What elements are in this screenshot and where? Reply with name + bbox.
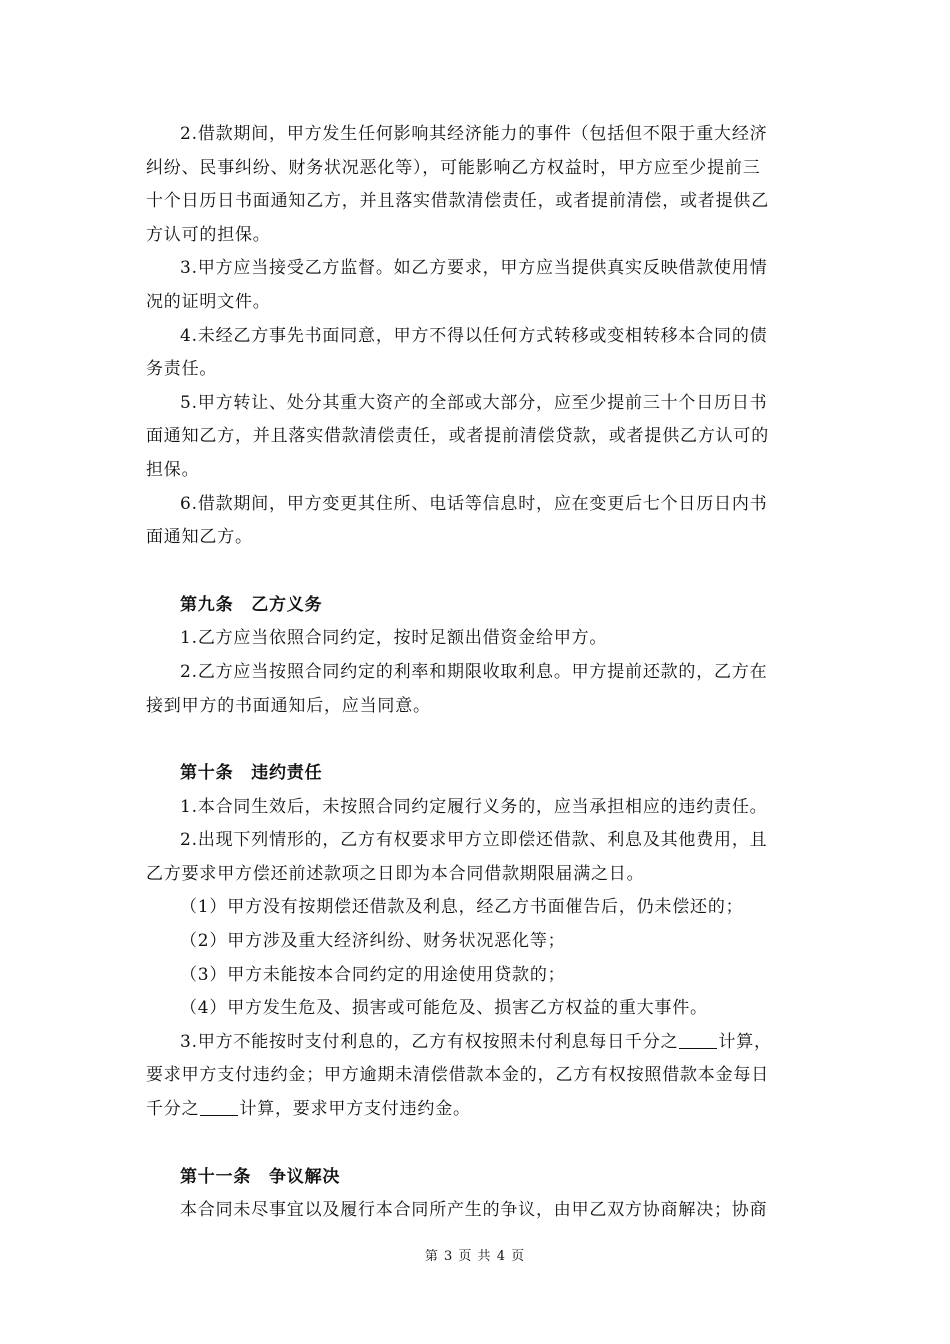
list-item: （1）甲方没有按期偿还借款及利息，经乙方书面催告后，仍未偿还的； [180,897,744,918]
text-line [146,1093,806,1127]
text-line [146,1026,806,1060]
text-line: 2.乙方应当按照合同约定的利率和期限收取利息。甲方提前还款的，乙方在 [180,661,768,682]
text-segment: 计算，要求甲方支付违约金。 [239,1099,471,1120]
section11 [146,1161,806,1228]
text-line: 乙方要求甲方偿还前述款项之日即为本合同借款期限届满之日。 [146,863,645,884]
section8-item2 [146,118,806,252]
text-line: 6.借款期间，甲方变更其住所、电话等信息时，应在变更后七个日历日内书 [180,493,768,514]
section10 [146,757,806,1127]
text-segment: 计算， [718,1031,772,1052]
section8-item6 [146,488,806,555]
text-line: 面通知乙方，并且落实借款清偿责任，或者提前清偿贷款，或者提供乙方认可的 [146,426,769,447]
section-heading: 第十条 违约责任 [180,763,323,784]
fill-in-blank [200,1114,238,1116]
text-segment: 千分之 [146,1099,200,1120]
text-line: 方认可的担保。 [146,224,271,245]
text-line: 2.出现下列情形的，乙方有权要求甲方立即偿还借款、利息及其他费用，且 [180,830,768,851]
text-line: 2.借款期间，甲方发生任何影响其经济能力的事件（包括但不限于重大经济 [180,124,768,144]
section-heading: 第九条 乙方义务 [180,594,323,615]
list-item: （3）甲方未能按本合同约定的用途使用贷款的； [180,964,566,985]
section8-item5 [146,387,806,488]
text-segment: 3.甲方不能按时支付利息的，乙方有权按照未付利息每日千分之 [180,1031,679,1052]
list-item: （4）甲方发生危及、损害或可能危及、损害乙方权益的重大事件。 [180,998,708,1019]
text-line: 十个日历日书面通知乙方，并且落实借款清偿责任，或者提前清偿，或者提供乙 [146,191,769,212]
section8-item4 [146,320,806,387]
text-line: 要求甲方支付违约金；甲方逾期未清偿借款本金的，乙方有权按照借款本金每日 [146,1065,769,1086]
text-line: 纠纷、民事纠纷、财务状况恶化等），可能影响乙方权益时，甲方应至少提前三 [146,157,761,178]
text-line: 4.未经乙方事先书面同意，甲方不得以任何方式转移或变相转移本合同的债 [180,325,768,346]
section-spacer [146,723,806,757]
section-spacer [146,1127,806,1161]
text-line: 接到甲方的书面通知后，应当同意。 [146,695,431,716]
text-line: 本合同未尽事宜以及履行本合同所产生的争议，由甲乙双方协商解决；协商 [180,1200,768,1221]
text-line: 1.乙方应当依照合同约定，按时足额出借资金给甲方。 [180,628,608,649]
fill-in-blank [679,1047,717,1049]
section-spacer [146,555,806,589]
section-heading: 第十一条 争议解决 [180,1166,341,1187]
text-line: 面通知乙方。 [146,527,253,548]
section8-item3 [146,252,806,319]
text-line: 况的证明文件。 [146,291,271,312]
text-line: 担保。 [146,459,200,480]
page-footer: 第 3 页 共 4 页 [424,1249,526,1264]
section9 [146,589,806,723]
text-line: 5.甲方转让、处分其重大资产的全部或大部分，应至少提前三十个日历日书 [180,392,768,413]
list-item: （2）甲方涉及重大经济纠纷、财务状况恶化等； [180,931,566,952]
document-body [146,118,806,1228]
text-line: 务责任。 [146,359,218,380]
text-line: 3.甲方应当接受乙方监督。如乙方要求，甲方应当提供真实反映借款使用情 [180,258,768,279]
text-line: 1.本合同生效后，未按照合同约定履行义务的，应当承担相应的违约责任。 [180,796,768,817]
